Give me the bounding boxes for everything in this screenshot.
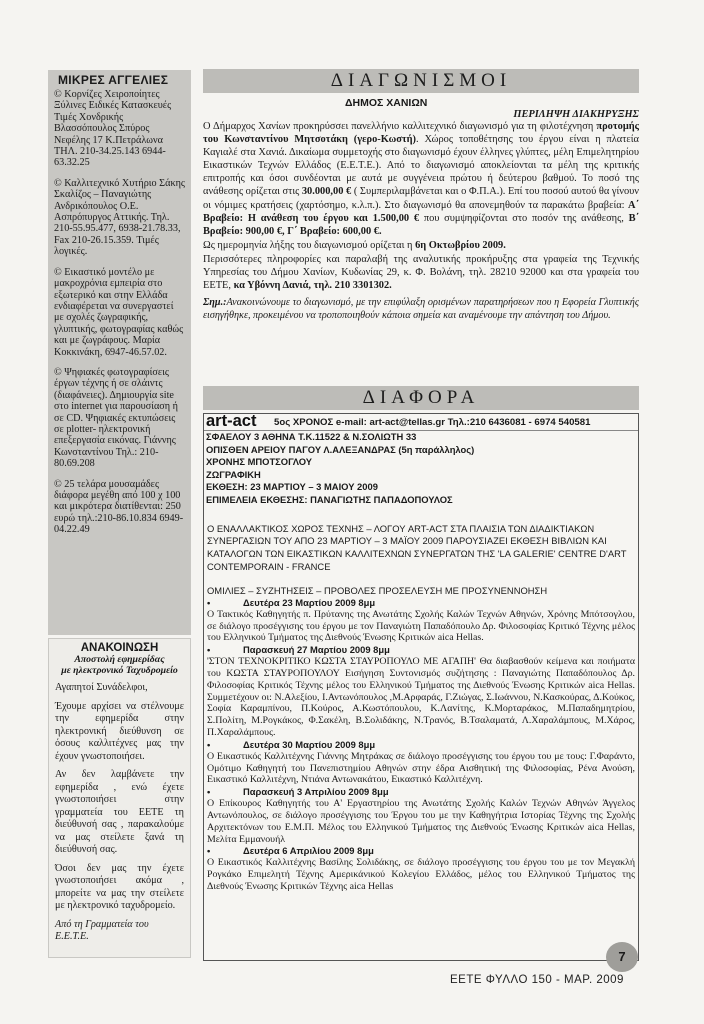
announcement-box bbox=[48, 638, 191, 958]
competitions-section bbox=[203, 96, 639, 382]
classified-ad: © Ψηφιακές φωτογραφίσεις έργων τέχνης ή σε σλάιντς (διαφάνειες). Δημιουργία site στο internet για παρουσίαση ή σε CD. Ψηφιακές εκτυπώσεις σε plotter- ηλεκτρονική επεξεργασία εικόνας. Γιάννης Κωνσταντίνου Τηλ.: 210- 80.69.208 bbox=[54, 366, 178, 470]
announcement-paragraph: Αν δεν λαμβάνετε την εφημερίδα , ενώ έχετε γνωστοποιήσει στην γραμματεία του ΕΕΤΕ τη διεύθυνσή σας , παρακαλούμε να μας στείλετε ξανά τη διεύθυνσή σας. bbox=[55, 769, 184, 855]
misc-banner: ΔΙΑΦΟΡΑ bbox=[203, 386, 639, 410]
deadline-paragraph: Ως ημερομηνία λήξης του διαγωνισμού ορίζεται η 6η Οκτωβρίου 2009. bbox=[203, 239, 506, 251]
info-paragraph: Περισσότερες πληροφορίες και παραλαβή της αναλυτικής προκήρυξης στα γραφεία της Τεχνικής Υπηρεσίας του Δήμου Χανίων, Κυδωνίας 29, κ. Φ. Βολάνη, τηλ. 28210 92000 και στα γραφεία του ΕΕΤΕ, κα Υβόννη Δανιά, τηλ. 210 3301302. bbox=[203, 253, 639, 292]
art-act-contact: 5ος ΧΡΟΝΟΣ e-mail: art-act@tellas.gr Τηλ.:210 6436081 - 6974 540581 bbox=[274, 417, 591, 428]
event-description: Ο Τακτικός Καθηγητής π. Πρύτανης της Ανωτάτης Σχολής Καλών Τεχνών Αθηνών, Χρόνης Μπότσογλου, σε διάλογο προσέγγισης του έργου με τον Παναγιώτη Παπαδόπουλο Δρ. Φιλοσοφίας Κριτικό Τέχνης μέλος του Ελληνικού Τμήματος της Διεθνούς Ένωσης Κριτικών aica Hellas. bbox=[207, 608, 635, 644]
announcement-subtitle-line: με ηλεκτρονικό Ταχυδρομείο bbox=[61, 665, 178, 676]
classified-ad: © Εικαστικό μοντέλο με μακροχρόνια εμπειρία στο εξωτερικό και στην Ελλάδα ενδιαφέρεται να συνεργαστεί με σχολές ζωγραφικής, γλυπτικής, φωτογραφίας καθώς και με ζωγράφους. Μαρία Κοκκινάκη, 6947-46.57.02. bbox=[54, 266, 184, 358]
artist-name: ΧΡΟΝΗΣ ΜΠΟΤΣΟΓΛΟΥ bbox=[206, 456, 312, 468]
event-description: Ο Εικαστικός Καλλιτέχνης Βασίλης Σολιδάκης, σε διάλογο προσέγγισης του έργου του με τον Μεγακλή Ρογκάκο Επιμελητή Τέχνης Αμερικάνικού Κολεγίου Ελλάδος, μέλος του Ελληνικού Τμήματος της Διεθνούς Ένωσης Κριτικών Τέχνης aica Hellas bbox=[207, 857, 635, 892]
announcement-subtitle-line: Αποστολή εφημερίδας bbox=[74, 654, 165, 665]
classified-ad: © Καλλιτεχνικό Χυτήριο Σάκης Σκαλίζος – Παναγιώτης Ανδρικόπουλος Ο.Ε. Ασπρόπυργος Αττικής. Τηλ. 210-55.95.477, 6938-21.78.33, Fax 210-26.15.359. Τιμές λογικές. bbox=[54, 177, 185, 258]
announcement-paragraph: Αγαπητοί Συνάδελφοι, bbox=[55, 682, 148, 693]
event-date: • Δευτέρα 6 Απριλίου 2009 8μμ bbox=[207, 845, 374, 857]
event-date: • Παρασκευή 3 Απριλίου 2009 8μμ bbox=[207, 786, 389, 798]
event-date: • Δευτέρα 23 Μαρτίου 2009 8μμ bbox=[207, 596, 376, 608]
announcement-signature: Από τη Γραμματεία του Ε.Ε.Τ.Ε. bbox=[55, 918, 149, 942]
art-act-box bbox=[203, 413, 639, 961]
art-act-intro: Ο ΕΝΑΛΛΑΚΤΙΚΟΣ ΧΩΡΟΣ ΤΕΧΝΗΣ – ΛΟΓΟΥ ART-ACT ΣΤΑ ΠΛΑΙΣΙΑ ΤΩΝ ΔΙΑΔΙΚΤΙΑΚΩΝ ΣΥΝΕΡΓΑΣΙΩΝ ΤΟΥ ΑΠΟ 23 ΜΑΡΤΙΟΥ – 3 ΜΑΪΟΥ 2009 ΠΑΡΟΥΣΙΑΖΕΙ ΕΚΘΕΣΗ ΒΙΒΛΙΩΝ ΚΑΙ ΚΑΤΑΛΟΓΩΝ ΤΩΝ ΕΙΚΑΣΤΙΚΩΝ ΚΑΛΛΙΤΕΧΝΩΝ ΣΥΝΕΡΓΑΤΩΝ ΤΗΣ 'LA GALERIE' CENTRE D'ART CONTEMPORAIN - FRANCE bbox=[207, 522, 627, 572]
art-act-location: ΟΠΙΣΘΕΝ ΑΡΕΙΟΥ ΠΑΓΟΥ Λ.ΑΛΕΞΑΝΔΡΑΣ (5η παράλληλος) bbox=[206, 443, 475, 455]
art-act-logo: art-act bbox=[206, 413, 257, 430]
exhibition-type: ΖΩΓΡΑΦΙΚΗ bbox=[206, 468, 261, 480]
classified-ads-box bbox=[48, 70, 191, 635]
competition-note: Σημ.:Ανακοινώνουμε το διαγωνισμό, με την επιφύλαξη ορισμένων παρατηρήσεων που η Εφορεία Γλυπτικής εισηγήθηκε, προκειμένου να τροποποιηθούν κάποια σημεία και αναμένουμε την απάντηση του Δήμου. bbox=[203, 297, 639, 321]
page-footer: ΕΕΤΕ ΦΥΛΛΟ 150 - ΜΑΡ. 2009 bbox=[450, 974, 624, 986]
announcement-paragraph: Όσοι δεν μας την έχετε γνωστοποιήσει ακόμα , μπορείτε να μας την στείλετε με ηλεκτρονικό ταχυδρομείο. bbox=[55, 862, 184, 911]
classified-ad: © 25 τελάρα μουσαμάδες διάφορα μεγέθη από 100 χ 100 και μικρότερα διατίθενται: 250 ευρώ τηλ.:210-86.10.834 6949-04.22.49 bbox=[54, 478, 184, 536]
organization-name: ΔΗΜΟΣ ΧΑΝΙΩΝ bbox=[345, 97, 428, 109]
classified-ad: © Κορνίζες Χειροποίητες Ξύλινες Ειδικές Κατασκευές Τιμές Χονδρικής Βλασσόπουλος Σπύρος Νεφέλης 17 Κ.Πετράλωνα ΤΗΛ. 210-34.25.143 6944-63.32.25 bbox=[54, 89, 172, 169]
announcement-subtitle bbox=[55, 654, 184, 676]
exhibition-curator: ΕΠΙΜΕΛΕΙΑ ΕΚΘΕΣΗΣ: ΠΑΝΑΓΙΩΤΗΣ ΠΑΠΑΔΟΠΟΥΛΟΣ bbox=[206, 493, 453, 505]
announcement-title: ΑΝΑΚΟΙΝΩΣΗ bbox=[80, 642, 159, 654]
announcement-paragraph: Έχουμε αρχίσει να στέλνουμε την εφημερίδα στην ηλεκτρονική διεύθυνση σε όσους καλλιτέχνες μας την έχουν γνωστοποιήσει. bbox=[55, 700, 184, 762]
page-number: 7 bbox=[606, 942, 638, 972]
event-description: Ο Επίκουρος Καθηγητής του Α' Εργαστηρίου της Ανωτάτης Σχολής Καλών Τεχνών Αθηνών Άγγελος Αντωνόπουλος, σε διάλογο προσέγγισης του Έργου του με την Καθηγήτρια Ιστορίας Τέχνης της Σχολής Αρχιτεκτόνων του Ε.Μ.Π. Μέλος του Ελληνικού Τμήματος της Διεθνούς Ένωσης Κριτικών aica Hellas, Μελίτα Εμμανουήλ bbox=[207, 798, 635, 845]
talks-heading: ΟΜΙΛΙΕΣ – ΣΥΖΗΤΗΣΕΙΣ – ΠΡΟΒΟΛΕΣ ΠΡΟΣΕΛΕΥΣΗ ΜΕ ΠΡΟΣΥΝΕΝΝΟΗΣΗ bbox=[207, 584, 548, 596]
event-description: 'ΣΤΟΝ ΤΕΧΝΟΚΡΙΤΙΚΟ ΚΩΣΤΑ ΣΤΑΥΡΟΠΟΥΛΟ ΜΕ ΑΓΑΠΗ' Θα διαβασθούν κείμενα και ποιήματα του ΚΩΣΤΑ ΣΤΑΥΡΟΠΟΥΛΟΥ Εισήγηση Συντονισμός συζήτησης : Παναγιώτης Παπαδόπουλος Δρ. Φιλοσοφίας Κριτικός Τέχνης μέλος του Ελληνικού Τμήματος της Διεθνούς Ένωσης Κριτικών aica Hellas. Συμμετέχουν οι: Ν.Αλεξίου, Ι.Αντωνόπουλος ,Μ.Αρφαράς, Γ.Ζιώγας, Σ.Ιωάννου, Ν.Κασκούρας, Δ.Κούκος, Σοφία Καραμπίνου, Π.Κούρος, Α.Κωστόπουλου, Κ.Λαvίτης, Κ.Μορταράκος, Μ.Παπαδημητρίου, Σ.Πολίτη, Μ.Ρογκάκος, Φ.Σακέλη, Β.Σολιδάκης, Ν.Τρανός, Β.Τσαλαματά, Λ.Χαραλάμπους, Μ.Χάρος, Π.Χαραλάμπους. bbox=[207, 656, 635, 738]
competition-paragraph: Ο Δήμαρχος Χανίων προκηρύσσει πανελλήνιο καλλιτεχνικό διαγωνισμό για τη φιλοτέχνηση προτομής του Κωνσταντίνου Μητσοτάκη (γερο-Κωστή). Χώρος τοποθέτησης του έργου είναι η πλατεία Καγιαλέ στα Χανιά. Δικαίωμα συμμετοχής στο διαγωνισμό έχουν έλληνες γλύπτες, μέλη Επιμελητηρίου Εικαστικών Τεχνών Ελλάδος (Ε.Ε.Τ.Ε.). Από το διαγωνισμό αποκλείονται τα μέλη της κριτικής επιτροπής και όσοι συνδέονται με αυτά με συγγένεια πρώτου ή δεύτερου βαθμού. Το ποσό της ανάθεσης ορίζεται στις 30.000,00 € ( Συμπεριλαμβάνεται και ο Φ.Π.Α.). Επί του ποσού αυτού θα γίνουν οι νόμιμες κρατήσεις (χαρτόσημο, κ.λ.π.). Στο διαγωνισμό θα απονεμηθούν τα παρακάτω βραβεία: Α΄ Βραβείο: Η ανάθεση του έργου και 1.500,00 € που συμψηφίζονται στο ποσόν της ανάθεσης, Β΄ Βραβείο: 900,00 €, Γ΄ Βραβείο: 600,00 €. bbox=[203, 121, 639, 237]
summary-label: ΠΕΡΙΛΗΨΗ ΔΙΑΚΗΡΥΞΗΣ bbox=[513, 109, 639, 120]
event-description: Ο Εικαστικός Καλλιτέχνης Γιάννης Μητράκας σε διάλογο προσέγγισης του έργου του με τους: Γ.Φαράντο, Ομότιμο Καθηγητή του Πανεπιστημίου Αθηνών στην έδρα Αισθητική της Φιλοσοφίας, Ρένα Ανούση, Εικαστικό Καλλιτέχνη, Ντιάνα Αντωνακάτου, Εικαστικό Καλλιτέχνη. bbox=[207, 750, 635, 786]
exhibition-dates: ΕΚΘΕΣΗ: 23 ΜΑΡΤΙΟΥ – 3 ΜΑΙΟΥ 2009 bbox=[206, 481, 378, 493]
art-act-address: ΣΦΑΕΛΟΥ 3 ΑΘΗΝΑ Τ.Κ.11522 & Ν.ΣΟΛΙΩΤΗ 33 bbox=[206, 431, 417, 442]
classified-ads-heading: ΜΙΚΡΕΣ ΑΓΓΕΛΙΕΣ bbox=[58, 73, 169, 87]
event-date: • Παρασκευή 27 Μαρτίου 2009 8μμ bbox=[207, 644, 390, 656]
competitions-banner: ΔΙΑΓΩΝΙΣΜΟΙ bbox=[203, 69, 639, 93]
art-act-header bbox=[204, 414, 638, 431]
event-date: • Δευτέρα 30 Μαρτίου 2009 8μμ bbox=[207, 738, 376, 750]
